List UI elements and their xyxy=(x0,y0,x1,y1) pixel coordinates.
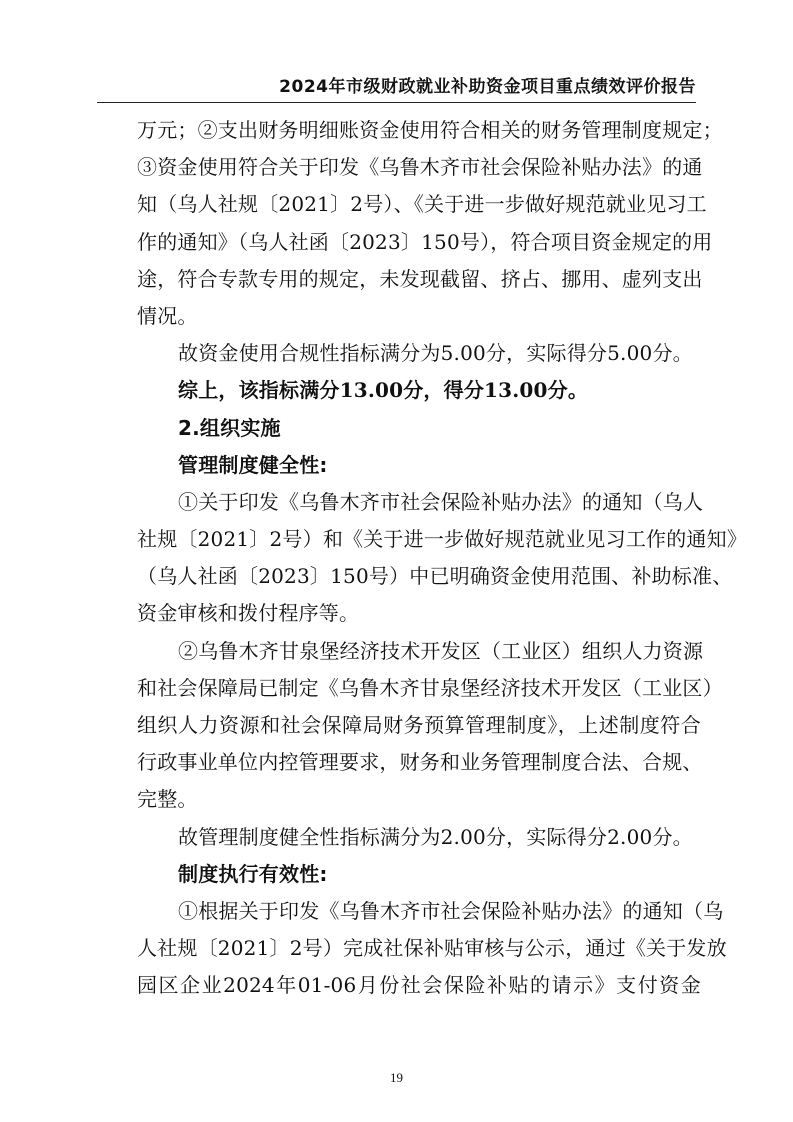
paragraph-line: （乌人社函〔2023〕150号）中已明确资金使用范围、补助标准、 xyxy=(137,564,733,589)
section-heading: 2.组织实施 xyxy=(178,415,281,440)
paragraph-line: 社规〔2021〕2号）和《关于进一步做好规范就业见习工作的通知》 xyxy=(137,527,748,552)
paragraph-line: 资金审核和拨付程序等。 xyxy=(137,601,360,626)
paragraph-line: ③资金使用符合关于印发《乌鲁木齐市社会保险补贴办法》的通 xyxy=(137,155,703,180)
paragraph-line: 作的通知》（乌人社函〔2023〕150号），符合项目资金规定的用 xyxy=(137,229,713,254)
page-header-title: 2024年市级财政就业补助资金项目重点绩效评价报告 xyxy=(279,77,696,97)
paragraph-line: ①根据关于印发《乌鲁木齐市社会保险补贴办法》的通知（乌 xyxy=(178,898,724,923)
paragraph-line: 行政事业单位内控管理要求，财务和业务管理制度合法、合规、 xyxy=(137,750,703,775)
document-body xyxy=(137,112,748,1005)
paragraph-line: 组织人力资源和社会保障局财务预算管理制度》，上述制度符合 xyxy=(137,713,701,737)
paragraph-line: 万元；②支出财务明细账资金使用符合相关的财务管理制度规定； xyxy=(137,118,723,142)
subsection-heading: 制度执行有效性: xyxy=(178,861,328,886)
paragraph-line: 途，符合专款专用的规定，未发现截留、挤占、挪用、虚列支出 xyxy=(137,266,703,291)
paragraph-line: 情况。 xyxy=(137,303,198,328)
score-summary-line: 故管理制度健全性指标满分为2.00分，实际得分2.00分。 xyxy=(178,824,693,849)
subsection-heading: 管理制度健全性: xyxy=(178,452,328,477)
page-number: 19 xyxy=(390,1070,403,1085)
header-rule xyxy=(97,102,696,103)
paragraph-line: ②乌鲁木齐甘泉堡经济技术开发区（工业区）组织人力资源 xyxy=(178,638,704,663)
paragraph-line: ①关于印发《乌鲁木齐市社会保险补贴办法》的通知（乌人 xyxy=(178,489,704,514)
score-summary-line: 故资金使用合规性指标满分为5.00分，实际得分5.00分。 xyxy=(178,341,693,366)
paragraph-line: 园区企业2024年01-06月份社会保险补贴的请示》支付资金 xyxy=(137,973,701,998)
section-conclusion: 综上，该指标满分13.00分，得分13.00分。 xyxy=(178,378,589,403)
paragraph-line: 和社会保障局已制定《乌鲁木齐甘泉堡经济技术开发区（工业区） xyxy=(137,675,723,700)
paragraph-line: 完整。 xyxy=(137,787,198,812)
paragraph-line: 人社规〔2021〕2号）完成社保补贴审核与公示，通过《关于发放 xyxy=(137,936,727,961)
paragraph-line: 知（乌人社规〔2021〕2号）、《关于进一步做好规范就业见习工 xyxy=(137,192,707,217)
